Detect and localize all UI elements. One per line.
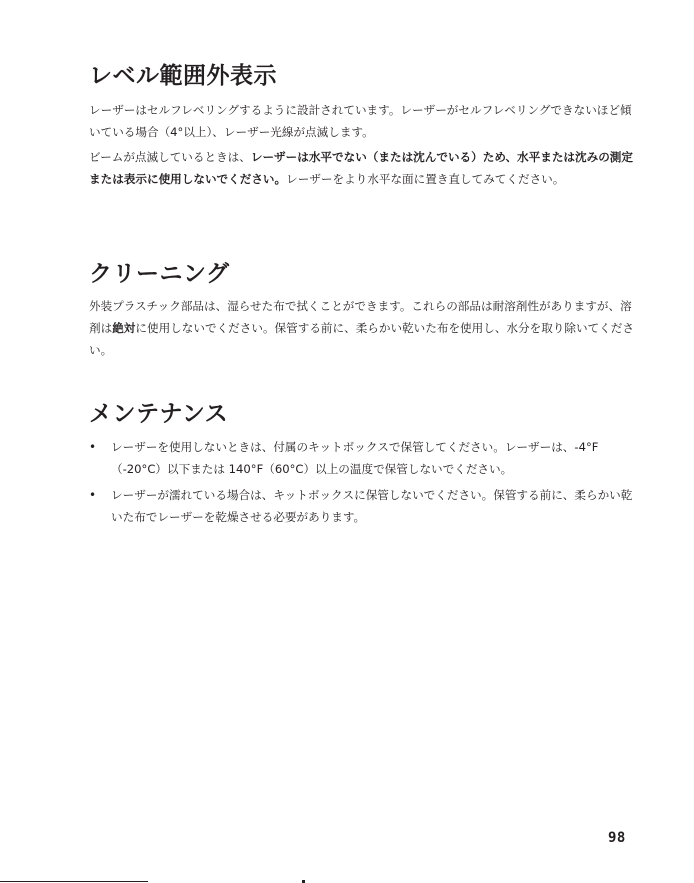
paragraph-self-leveling: レーザーはセルフレベリングするように設計されています。レーザーがセルフレベリングできないほど傾いている場合（4°以上）、レーザー光線が点滅します。: [89, 103, 632, 139]
list-item: [89, 484, 634, 528]
text-normal: ビームが点滅しているときは、: [89, 150, 251, 164]
text-normal: 外装プラスチック部品は、湿らせた布で拭くことができます。これらの部品は耐溶剤性がありますが、溶剤は: [89, 299, 632, 335]
text-emphasis-bold: 絶対: [112, 321, 136, 335]
section-title-maintenance: メンテナンス: [89, 401, 229, 427]
footer-rule: [0, 881, 148, 882]
list-item-text: レーザーを使用しないときは、付属のキットボックスで保管してください。レーザーは、-4°F（-20°C）以下または 140°F（60°C）以上の温度で保管しないでください。: [111, 440, 599, 476]
section-out-of-level: [89, 61, 634, 190]
section-maintenance: [89, 399, 634, 532]
list-item-text: レーザーが濡れている場合は、キットボックスに保管しないでください。保管する前に、柔らかい乾いた布でレーザーを乾燥させる必要があります。: [111, 488, 633, 524]
section-cleaning: [89, 259, 634, 361]
text-normal: に使用しないでください。保管する前に、柔らかい乾いた布を使用し、水分を取り除いてください。: [89, 321, 634, 357]
text-normal: レーザーをより水平な面に置き直してみてください。: [286, 172, 565, 186]
bullet-icon: •: [89, 440, 97, 454]
bullet-icon: •: [89, 488, 97, 502]
page-number: 98: [608, 830, 626, 846]
list-item: [89, 436, 634, 480]
section-title-out-of-level: レベル範囲外表示: [89, 63, 277, 89]
paragraph-beam-flashing: [89, 146, 634, 190]
section-title-cleaning: クリーニング: [89, 261, 230, 287]
paragraph-cleaning: [89, 295, 634, 361]
text-warning-bold: レーザーは水平でない（または沈んでいる）ため、水平または沈みの測定または表示に使用しないでください。: [89, 150, 633, 186]
maintenance-list: [89, 436, 634, 528]
